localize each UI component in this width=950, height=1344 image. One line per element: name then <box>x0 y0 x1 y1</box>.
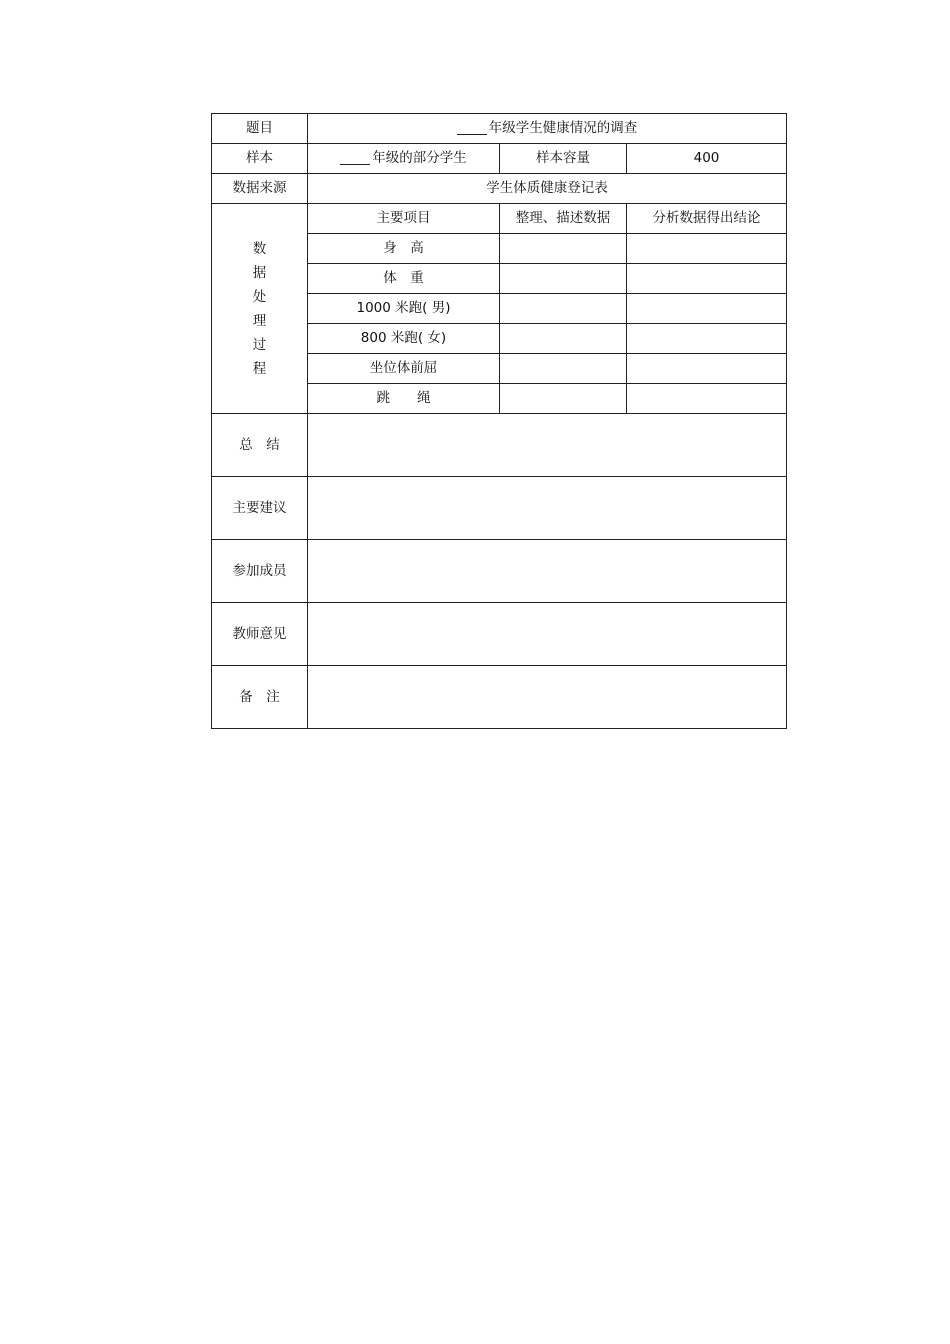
teacher-opinion-label: 教师意见 <box>212 603 308 666</box>
source-label: 数据来源 <box>212 174 308 204</box>
process-label-cell <box>212 204 308 414</box>
title-value-cell[interactable] <box>308 114 787 144</box>
process-item-organize[interactable] <box>500 354 627 384</box>
title-value: 年级学生健康情况的调查 <box>488 120 638 137</box>
process-item-conclusion[interactable] <box>627 354 787 384</box>
suggestions-label: 主要建议 <box>212 477 308 540</box>
title-blank-line[interactable] <box>457 121 487 135</box>
sample-value-cell[interactable] <box>308 144 500 174</box>
suggestions-value[interactable] <box>308 477 787 540</box>
process-item-conclusion[interactable] <box>627 294 787 324</box>
source-value[interactable]: 学生体质健康登记表 <box>308 174 787 204</box>
teacher-opinion-value[interactable] <box>308 603 787 666</box>
summary-label: 总 结 <box>212 414 308 477</box>
notes-label: 备 注 <box>212 666 308 729</box>
members-row <box>212 540 787 603</box>
members-value[interactable] <box>308 540 787 603</box>
process-label: 数据处理过程 <box>252 240 267 377</box>
process-header-row <box>212 204 787 234</box>
sample-label: 样本 <box>212 144 308 174</box>
process-item-name: 800 米跑( 女) <box>308 324 500 354</box>
notes-value[interactable] <box>308 666 787 729</box>
process-item-organize[interactable] <box>500 324 627 354</box>
process-item-organize[interactable] <box>500 294 627 324</box>
process-item-conclusion[interactable] <box>627 234 787 264</box>
process-item-organize[interactable] <box>500 264 627 294</box>
source-row <box>212 174 787 204</box>
summary-row <box>212 414 787 477</box>
sample-row <box>212 144 787 174</box>
sample-blank-line[interactable] <box>340 151 370 165</box>
process-item-name: 身 高 <box>308 234 500 264</box>
process-header-item: 主要项目 <box>308 204 500 234</box>
suggestions-row <box>212 477 787 540</box>
process-item-name: 跳 绳 <box>308 384 500 414</box>
process-item-conclusion[interactable] <box>627 384 787 414</box>
title-label: 题目 <box>212 114 308 144</box>
summary-value[interactable] <box>308 414 787 477</box>
sample-size-label: 样本容量 <box>500 144 627 174</box>
process-header-organize: 整理、描述数据 <box>500 204 627 234</box>
process-item-conclusion[interactable] <box>627 264 787 294</box>
sample-value: 年级的部分学生 <box>372 150 467 167</box>
survey-form-table <box>211 113 787 729</box>
members-label: 参加成员 <box>212 540 308 603</box>
process-item-organize[interactable] <box>500 234 627 264</box>
process-item-name: 坐位体前屈 <box>308 354 500 384</box>
process-header-conclusion: 分析数据得出结论 <box>627 204 787 234</box>
teacher-opinion-row <box>212 603 787 666</box>
sample-size-value[interactable]: 400 <box>627 144 787 174</box>
process-item-name: 1000 米跑( 男) <box>308 294 500 324</box>
process-item-organize[interactable] <box>500 384 627 414</box>
process-item-name: 体 重 <box>308 264 500 294</box>
process-item-conclusion[interactable] <box>627 324 787 354</box>
title-row <box>212 114 787 144</box>
notes-row <box>212 666 787 729</box>
